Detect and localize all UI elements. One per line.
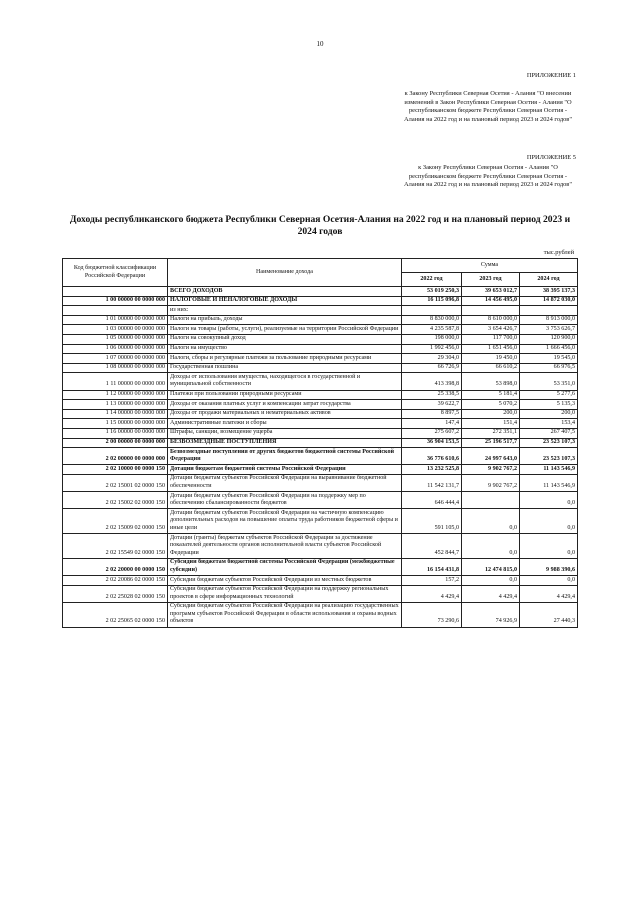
row-value-2023: 117 700,0 [462, 334, 520, 344]
row-value-2023: 24 997 643,0 [462, 448, 520, 465]
header-2023: 2023 год [462, 273, 520, 287]
row-name: Налоги на совокупный доход [168, 334, 402, 344]
row-code: 2 02 25028 02 0000 150 [63, 585, 168, 602]
row-value-2022: 29 304,0 [402, 354, 462, 364]
row-value-2022: 16 154 431,8 [402, 558, 462, 575]
row-value-2024: 0,0 [520, 509, 578, 534]
row-name: Дотации (гранты) бюджетам субъектов Российской Федерации за достижение показателей деятельности органов исполнительной власти субъектов Российской Федерации [168, 534, 402, 559]
row-code [63, 306, 168, 316]
row-name: Дотации бюджетам субъектов Российской Федерации на поддержку мер по обеспечению сбалансированности бюджетов [168, 492, 402, 509]
row-value-2024: 5 277,6 [520, 390, 578, 400]
table-row [63, 534, 578, 559]
table-row [63, 509, 578, 534]
row-value-2024: 27 440,3 [520, 602, 578, 627]
row-value-2024: 38 395 137,3 [520, 287, 578, 297]
row-value-2024: 23 523 107,3 [520, 438, 578, 448]
table-row [63, 390, 578, 400]
row-code: 1 05 00000 00 0000 000 [63, 334, 168, 344]
table-row [63, 602, 578, 627]
row-value-2024: 19 545,0 [520, 354, 578, 364]
row-value-2024: 0,0 [520, 534, 578, 559]
row-value-2022: 73 290,6 [402, 602, 462, 627]
row-value-2024: 0,0 [520, 576, 578, 586]
row-name: Субсидии бюджетам субъектов Российской Федерации из местных бюджетов [168, 576, 402, 586]
row-value-2023 [462, 306, 520, 316]
table-row [63, 409, 578, 419]
table-row [63, 558, 578, 575]
row-value-2023: 66 610,2 [462, 363, 520, 373]
table-row [63, 474, 578, 491]
row-value-2024: 66 976,5 [520, 363, 578, 373]
header-2022: 2022 год [402, 273, 462, 287]
row-value-2024: 200,0 [520, 409, 578, 419]
row-value-2022: 39 622,7 [402, 400, 462, 410]
row-code: 1 03 00000 00 0000 000 [63, 325, 168, 335]
row-name: Безвозмездные поступления от других бюджетов бюджетной системы Российской Федерации [168, 448, 402, 465]
row-value-2022: 413 398,8 [402, 373, 462, 390]
row-code: 2 02 15549 02 0000 150 [63, 534, 168, 559]
revenue-table [62, 258, 578, 628]
page-number: 10 [316, 40, 324, 48]
row-value-2024 [520, 306, 578, 316]
row-value-2023: 0,0 [462, 576, 520, 586]
row-value-2023: 1 651 456,0 [462, 344, 520, 354]
row-value-2024: 120 900,0 [520, 334, 578, 344]
row-value-2022: 157,2 [402, 576, 462, 586]
row-value-2022: 275 607,2 [402, 428, 462, 438]
row-value-2024: 267 407,5 [520, 428, 578, 438]
row-name: Доходы от продажи материальных и нематериальных активов [168, 409, 402, 419]
row-value-2023: 25 196 517,7 [462, 438, 520, 448]
row-name: Дотации бюджетам бюджетной системы Российской Федерации [168, 465, 402, 475]
header-sum: Сумма [402, 259, 578, 273]
row-value-2022: 8 897,5 [402, 409, 462, 419]
table-row [63, 287, 578, 297]
row-value-2023: 272 351,1 [462, 428, 520, 438]
row-value-2022: 147,4 [402, 419, 462, 429]
header-code: Код бюджетной классификации Российской Федерации [63, 259, 168, 287]
row-code: 1 01 00000 00 0000 000 [63, 315, 168, 325]
row-value-2023: 14 456 495,0 [462, 296, 520, 306]
table-row [63, 334, 578, 344]
table-row [63, 492, 578, 509]
row-name: ВСЕГО ДОХОДОВ [168, 287, 402, 297]
row-value-2024: 1 666 456,0 [520, 344, 578, 354]
row-value-2022: 11 542 131,7 [402, 474, 462, 491]
row-value-2024: 11 143 546,9 [520, 465, 578, 475]
row-name: БЕЗВОЗМЕЗДНЫЕ ПОСТУПЛЕНИЯ [168, 438, 402, 448]
table-row [63, 306, 578, 316]
row-name: Дотации бюджетам субъектов Российской Федерации на частичную компенсацию дополнительных расходов на повышение оплаты труда работников бюджетной сферы и иные цели [168, 509, 402, 534]
row-code [63, 287, 168, 297]
row-value-2023: 12 474 815,0 [462, 558, 520, 575]
table-row [63, 344, 578, 354]
row-value-2024: 14 872 030,0 [520, 296, 578, 306]
annex-1-text: к Закону Республики Северная Осетия - Алания "О внесении изменений в Закон Республики Северная Осетия - Алания "О республиканском бюджете Республики Северная Осетия - Алания на 2022 год и на плановый период 2023 и 2024 годов" [404, 90, 572, 123]
row-name: Налоги на имущество [168, 344, 402, 354]
row-value-2022: 1 992 456,0 [402, 344, 462, 354]
table-row [63, 363, 578, 373]
row-value-2023: 151,4 [462, 419, 520, 429]
table-row [63, 448, 578, 465]
row-value-2023: 9 902 767,2 [462, 465, 520, 475]
row-name: Субсидии бюджетам бюджетной системы Российской Федерации (межбюджетные субсидии) [168, 558, 402, 575]
table-row [63, 354, 578, 364]
table-row [63, 373, 578, 390]
row-value-2022: 4 429,4 [402, 585, 462, 602]
row-code: 1 13 00000 00 0000 000 [63, 400, 168, 410]
row-value-2023: 200,0 [462, 409, 520, 419]
row-code: 1 16 00000 00 0000 000 [63, 428, 168, 438]
row-value-2024: 53 351,0 [520, 373, 578, 390]
row-value-2022: 4 235 587,8 [402, 325, 462, 335]
table-row [63, 315, 578, 325]
table-row [63, 465, 578, 475]
row-value-2022: 53 019 250,3 [402, 287, 462, 297]
row-code: 2 02 00000 00 0000 000 [63, 448, 168, 465]
row-value-2023: 5 181,4 [462, 390, 520, 400]
row-value-2024: 5 135,3 [520, 400, 578, 410]
row-value-2023: 8 610 000,0 [462, 315, 520, 325]
row-value-2023: 0,0 [462, 534, 520, 559]
row-value-2022: 591 105,0 [402, 509, 462, 534]
header-name: Наименование дохода [168, 259, 402, 287]
row-value-2024: 23 523 107,3 [520, 448, 578, 465]
row-name: Субсидии бюджетам субъектов Российской Федерации на поддержку региональных проектов в сфере информационных технологий [168, 585, 402, 602]
row-value-2023: 3 654 426,7 [462, 325, 520, 335]
row-value-2022 [402, 306, 462, 316]
row-name: Государственная пошлина [168, 363, 402, 373]
row-code: 1 00 00000 00 0000 000 [63, 296, 168, 306]
table-header-row [63, 259, 578, 273]
row-code: 2 02 10000 00 0000 150 [63, 465, 168, 475]
row-name: Административные платежи и сборы [168, 419, 402, 429]
row-value-2022: 16 115 096,8 [402, 296, 462, 306]
row-name: Налоги, сборы и регулярные платежи за пользование природными ресурсами [168, 354, 402, 364]
row-value-2024: 8 913 000,0 [520, 315, 578, 325]
row-value-2022: 36 904 153,5 [402, 438, 462, 448]
table-row [63, 585, 578, 602]
annex-5-heading: ПРИЛОЖЕНИЕ 5 [526, 154, 576, 161]
row-code: 2 02 20000 00 0000 150 [63, 558, 168, 575]
row-value-2022: 66 726,9 [402, 363, 462, 373]
row-code: 1 08 00000 00 0000 000 [63, 363, 168, 373]
row-code: 1 12 00000 00 0000 000 [63, 390, 168, 400]
row-name: Платежи при пользовании природными ресурсами [168, 390, 402, 400]
row-code: 2 02 25065 02 0000 150 [63, 602, 168, 627]
row-name: Доходы от оказания платных услуг и компенсации затрат государства [168, 400, 402, 410]
page-title: Доходы республиканского бюджета Республики Северная Осетия-Алания на 2022 год и на плановый период 2023 и 2024 годов [69, 214, 571, 237]
row-value-2024: 3 753 626,7 [520, 325, 578, 335]
units-label: тыс.рублей [543, 249, 574, 256]
row-value-2022: 646 444,4 [402, 492, 462, 509]
row-code: 1 06 00000 00 0000 000 [63, 344, 168, 354]
header-2024: 2024 год [520, 273, 578, 287]
row-value-2023: 74 926,9 [462, 602, 520, 627]
row-code: 2 02 20086 02 0000 150 [63, 576, 168, 586]
row-value-2024: 0,0 [520, 492, 578, 509]
row-value-2024: 11 143 546,9 [520, 474, 578, 491]
table-row [63, 400, 578, 410]
row-code: 2 02 15002 02 0000 150 [63, 492, 168, 509]
row-value-2022: 36 776 610,6 [402, 448, 462, 465]
annex-5-text: к Закону Республики Северная Осетия - Алания "О республиканском бюджете Республики Северная Осетия - Алания на 2022 год и на плановый период 2023 и 2024 годов" [404, 164, 572, 189]
row-name: из них: [168, 306, 402, 316]
row-value-2023: 39 653 012,7 [462, 287, 520, 297]
annex-5-block [400, 154, 576, 190]
annex-1-heading: ПРИЛОЖЕНИЕ 1 [526, 72, 576, 79]
row-name: Субсидии бюджетам субъектов Российской Федерации на реализацию государственных программ субъектов Российской Федерации в области использования и охраны водных объектов [168, 602, 402, 627]
table-row [63, 325, 578, 335]
row-value-2023: 0,0 [462, 509, 520, 534]
table-row [63, 428, 578, 438]
row-code: 2 02 15009 02 0000 150 [63, 509, 168, 534]
row-value-2023: 4 429,4 [462, 585, 520, 602]
annex-1-block [400, 72, 576, 124]
row-code: 2 02 15001 02 0000 150 [63, 474, 168, 491]
row-code: 1 15 00000 00 0000 000 [63, 419, 168, 429]
row-name: Дотации бюджетам субъектов Российской Федерации на выравнивание бюджетной обеспеченности [168, 474, 402, 491]
row-value-2024: 4 429,4 [520, 585, 578, 602]
row-value-2023 [462, 492, 520, 509]
row-value-2022: 25 338,5 [402, 390, 462, 400]
row-name: Налоги на товары (работы, услуги), реализуемые на территории Российской Федерации [168, 325, 402, 335]
row-value-2024: 9 988 390,6 [520, 558, 578, 575]
row-code: 2 00 00000 00 0000 000 [63, 438, 168, 448]
table-row [63, 438, 578, 448]
row-value-2022: 198 000,0 [402, 334, 462, 344]
row-value-2022: 452 844,7 [402, 534, 462, 559]
row-value-2022: 13 232 525,8 [402, 465, 462, 475]
row-code: 1 11 00000 00 0000 000 [63, 373, 168, 390]
table-row [63, 419, 578, 429]
table-row [63, 296, 578, 306]
row-value-2023: 5 070,2 [462, 400, 520, 410]
row-value-2023: 19 450,0 [462, 354, 520, 364]
row-value-2023: 9 902 767,2 [462, 474, 520, 491]
row-name: Штрафы, санкции, возмещение ущерба [168, 428, 402, 438]
row-code: 1 14 00000 00 0000 000 [63, 409, 168, 419]
row-code: 1 07 00000 00 0000 000 [63, 354, 168, 364]
row-name: Налоги на прибыль, доходы [168, 315, 402, 325]
row-name: Доходы от использования имущества, находящегося в государственной и муниципальной собственности [168, 373, 402, 390]
table-row [63, 576, 578, 586]
row-value-2023: 53 898,0 [462, 373, 520, 390]
row-value-2022: 8 830 000,0 [402, 315, 462, 325]
row-name: НАЛОГОВЫЕ И НЕНАЛОГОВЫЕ ДОХОДЫ [168, 296, 402, 306]
row-value-2024: 153,4 [520, 419, 578, 429]
